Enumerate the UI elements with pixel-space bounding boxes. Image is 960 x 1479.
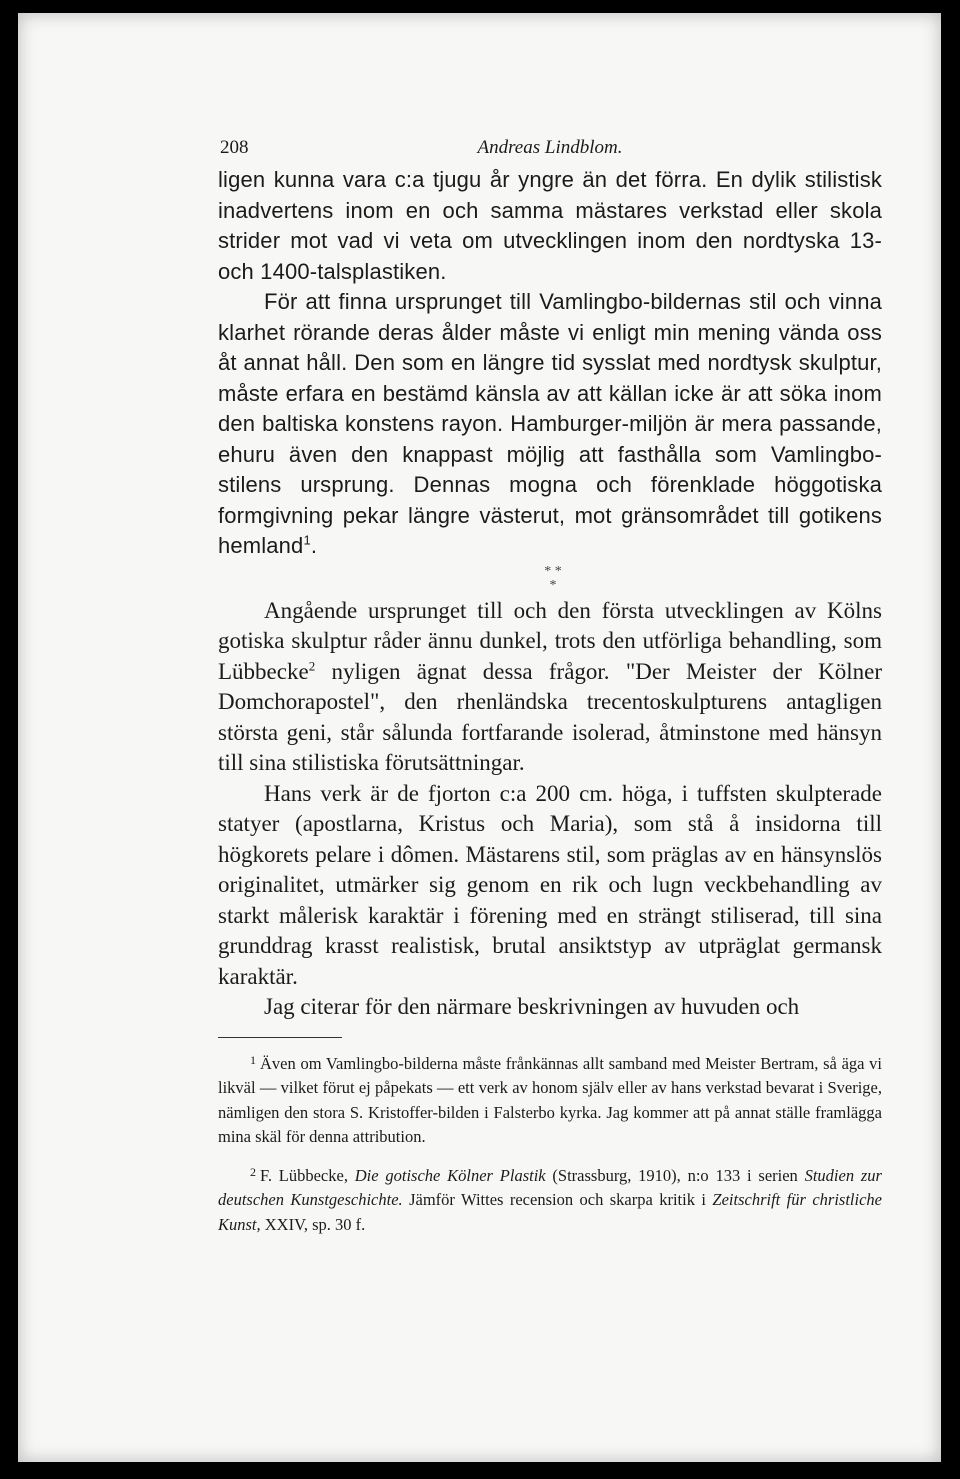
paragraph-cologne-text-b: nyligen ägnat dessa frågor. "Der Meister der Kölner Domchorapostel", den rhenländska trecentoskulpturens antagligen största geni, står sålunda fortfarande isolerad, åtminstone med hänsyn till sina stilistiska förutsättningar.: [218, 658, 882, 775]
footnote-1: [218, 1048, 882, 1150]
footnote-1-mark: 1: [250, 1052, 256, 1067]
serif-section: [218, 596, 882, 1023]
footnote-2-mark: 2: [250, 1164, 256, 1179]
page-content: [218, 133, 882, 1237]
page-number: 208: [220, 137, 249, 158]
paragraph-continued: ligen kunna vara c:a tjugu år yngre än det förra. En dylik stilistisk inadvertens inom en och samma mästares verkstad eller skola strider mot vad vi veta om utvecklingen inom den nordtyska 13- och 1400-talsplastiken.: [218, 167, 882, 284]
paragraph-origin-end: .: [310, 533, 318, 558]
paragraph-works: Hans verk är de fjorton c:a 200 cm. höga, i tuffsten skulpterade statyer (apostlarna, Kristus och Maria), som stå å insidorna till högkorets pelare i dômen. Mästarens stil, som präglas av en hänsynslös originalitet, utmärker sig genom en rik och lugn veckbehandling av starkt målerisk karaktär i förening med en strängt stiliserad, till sina grunddrag krasst realistisk, brutal ansiktstyp av utpräglat germansk karaktär.: [218, 780, 882, 989]
paragraph-cologne: [218, 596, 882, 779]
footnote-2-title-2: Studien zur deutschen Kunstgeschichte.: [218, 1165, 882, 1209]
footnote-2-title-1: Die gotische Kölner Plastik: [354, 1165, 546, 1185]
footnote-2-text-a: F. Lübbecke,: [260, 1165, 355, 1185]
body-text: [218, 165, 882, 1023]
footnote-2-text-d: XXIV, sp. 30 f.: [260, 1214, 366, 1234]
footnote-2: [218, 1160, 882, 1238]
section-break-top: * *: [544, 563, 562, 579]
scanned-page: [18, 13, 941, 1462]
footnote-ref-2: 2: [308, 657, 316, 673]
paragraph-origin: [218, 287, 882, 562]
footnote-2-text-c: Jämför Wittes recension och skarpa kritik i: [402, 1190, 713, 1209]
paragraph-origin-text: För att finna ursprunget till Vamlingbo-bildernas stil och vinna klarhet rörande deras ålder måste vi enligt min mening vända oss åt annat håll. Den som en längre tid sysslat med nordtysk skulptur, måste erfara en bestämd känsla av att källan icke är att söka inom den baltiska konstens rayon. Hamburger-miljön är mera passande, ehuru även den knappast möjlig att fasthålla som Vamlingbo-stilens ursprung. Dennas mogna och förenklade höggotiska formgivning pekar längre västerut, mot gränsområdet till gotikens hemland: [218, 289, 882, 558]
running-head-author: Andreas Lindblom.: [477, 137, 623, 158]
footnote-2-title-3: Zeitschrift für christliche Kunst,: [218, 1190, 882, 1234]
section-break-bottom: *: [549, 577, 557, 593]
footnote-1-text: Även om Vamlingbo-bilderna måste frånkännas allt samband med Meister Bertram, så äga vi likväl — vilket förut ej påpekats — ett verk av honom själv eller av hans verkstad bevarat i Sverige, nämligen den stora S. Kristoffer-bilden i Falsterbo kyrka. Jag kommer att på annat ställe framlägga mina skäl för denna attribution.: [218, 1053, 882, 1146]
paragraph-cologne-text-a: Angående ursprunget till och den första utvecklingen av Kölns gotiska skulptur råder ännu dunkel, trots den utförliga behandling, som Lübbecke: [218, 597, 882, 684]
footnote-rule: [218, 1037, 342, 1038]
section-break: [224, 563, 882, 593]
paragraph-citation: Jag citerar för den närmare beskrivningen av huvuden och: [264, 994, 800, 1019]
running-head: [218, 133, 882, 163]
footnote-ref-1: 1: [303, 532, 311, 548]
footnote-2-text-b: (Strassburg, 1910), n:o 133 i serien: [545, 1165, 805, 1185]
footnotes: [218, 1048, 882, 1238]
